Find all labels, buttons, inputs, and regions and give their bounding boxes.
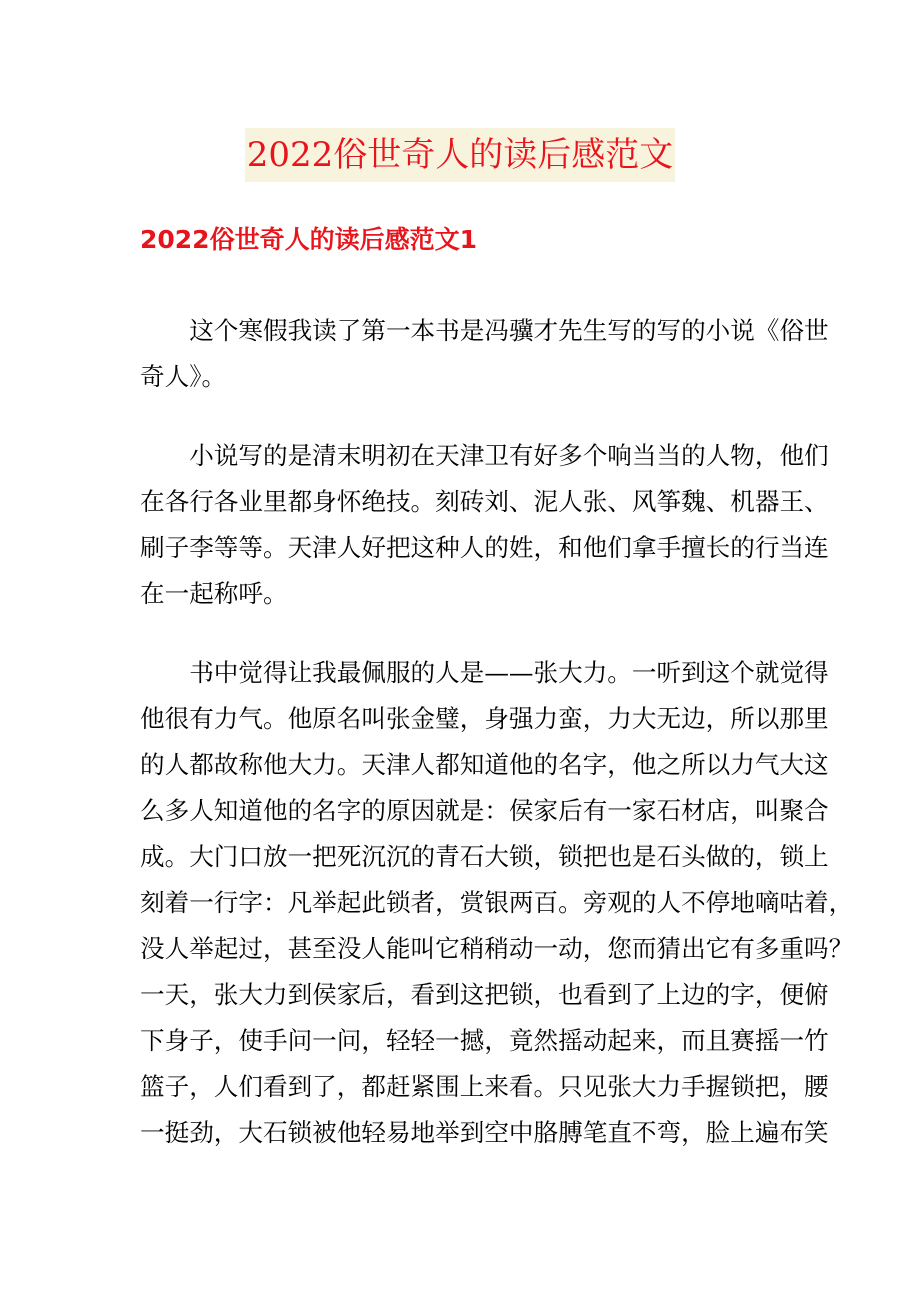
paragraph-3 [140, 650, 854, 1156]
title-container [0, 128, 920, 182]
paragraph-line: 一挺劲，大石锁被他轻易地举到空中胳膊笔直不弯，脸上遍布笑 [140, 1118, 829, 1147]
paragraph-1 [140, 308, 829, 400]
paragraph-line: 刻着一行字：凡举起此锁者，赏银两百。旁观的人不停地嘀咕着， [140, 888, 854, 917]
paragraph-line: 的人都故称他大力。天津人都知道他的名字，他之所以力气大这 [140, 750, 829, 779]
document-title: 2022俗世奇人的读后感范文 [245, 128, 676, 182]
paragraph-line: 篮子，人们看到了，都赶紧围上来看。只见张大力手握锁把，腰 [140, 1072, 829, 1101]
paragraph-line: 刷子李等等。天津人好把这种人的姓，和他们拿手擅长的行当连 [140, 533, 829, 562]
paragraph-2 [140, 433, 829, 617]
paragraph-line: 这个寒假我读了第一本书是冯骥才先生写的写的小说《俗世 [189, 316, 829, 345]
paragraph-line: 没人举起过，甚至没人能叫它稍稍动一动，您而猜出它有多重吗？ [140, 934, 854, 963]
paragraph-line: 一天，张大力到侯家后，看到这把锁，也看到了上边的字，便俯 [140, 980, 829, 1009]
paragraph-line: 小说写的是清末明初在天津卫有好多个响当当的人物，他们 [189, 441, 829, 470]
paragraph-line: 下身子，使手问一问，轻轻一撼，竟然摇动起来，而且赛摇一竹 [140, 1026, 829, 1055]
paragraph-line: 他很有力气。他原名叫张金璧，身强力蛮，力大无边，所以那里 [140, 704, 829, 733]
paragraph-line: 书中觉得让我最佩服的人是——张大力。一听到这个就觉得 [189, 658, 829, 687]
paragraph-line: 成。大门口放一把死沉沉的青石大锁，锁把也是石头做的，锁上 [140, 842, 829, 871]
paragraph-line: 在各行各业里都身怀绝技。刻砖刘、泥人张、风筝魏、机器王、 [140, 487, 829, 516]
paragraph-line: 么多人知道他的名字的原因就是：侯家后有一家石材店，叫聚合 [140, 796, 829, 825]
paragraph-line: 在一起称呼。 [140, 579, 288, 608]
paragraph-line: 奇人》。 [140, 362, 227, 391]
body-text [140, 308, 854, 1189]
section-heading: 2022俗世奇人的读后感范文1 [140, 225, 477, 254]
